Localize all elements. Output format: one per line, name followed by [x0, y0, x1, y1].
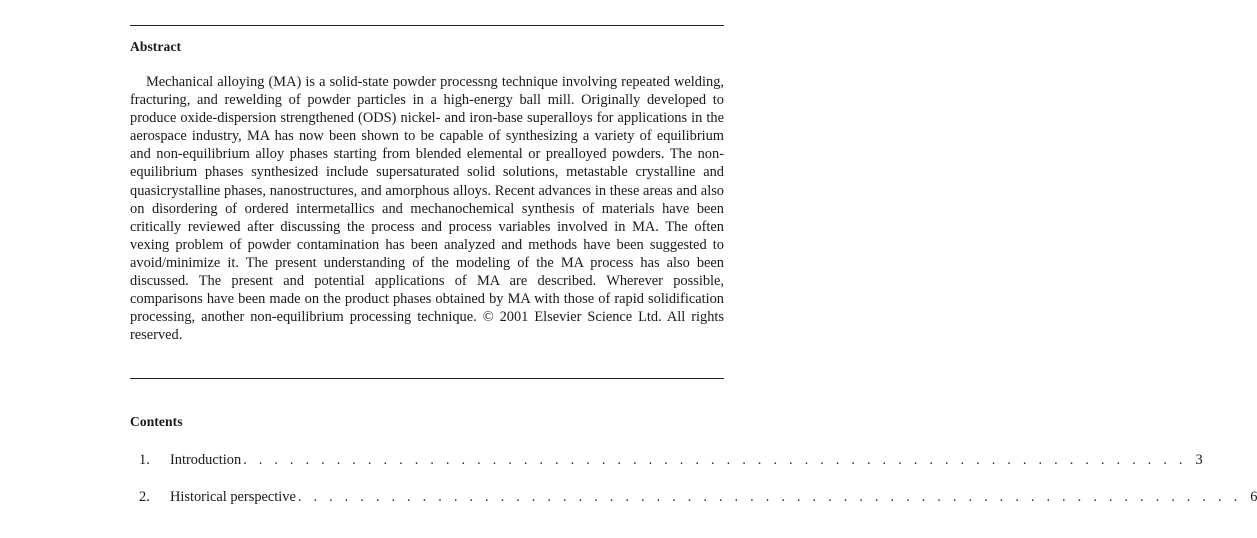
top-rule — [130, 25, 724, 26]
toc-entry-number: 1. — [139, 452, 150, 468]
toc-dot-leader: . . . . . . . . . . . . . . . . . . . . . . . . . . . . . . . . . . . . . . . . . . . . . . . . . . . . . . . . . . . . . — [297, 489, 1242, 505]
bottom-rule — [130, 378, 724, 379]
abstract-heading: Abstract — [130, 39, 182, 54]
toc-entry-page: 6 — [1250, 489, 1257, 505]
toc-entry-introduction[interactable] — [130, 451, 1203, 469]
toc-entry-page: 3 — [1195, 452, 1203, 468]
toc-entry-historical-perspective[interactable] — [130, 488, 1257, 506]
toc-entry-title: Historical perspective — [170, 489, 296, 505]
toc-dot-leader: . . . . . . . . . . . . . . . . . . . . . . . . . . . . . . . . . . . . . . . . . . . . . . . . . . . . . . . . . . . . . — [243, 452, 1187, 468]
toc-entry-title: Introduction — [170, 452, 242, 468]
toc-entry-number: 2. — [139, 489, 150, 505]
abstract-text: Mechanical alloying (MA) is a solid-state powder processng technique involving repeated welding, fracturing, and rewelding of powder particles in a high-energy ball mill. Originally developed to produce oxide-dispersion strengthened (ODS) nickel- and iron-base superalloys for applications in the aerospace industry, MA has now been shown to be capable of synthesizing a variety of equilibrium and non-equilibrium alloy phases starting from blended elemental or prealloyed powders. The non-equilibrium phases synthesized include supersaturated solid solutions, metastable crystalline and quasicrystalline phases, nanostructures, and amorphous alloys. Recent advances in these areas and also on disordering of ordered intermetallics and mechanochemical synthesis of materials have been critically reviewed after discussing the process and process variables involved in MA. The often vexing problem of powder contamination has been analyzed and methods have been suggested to avoid/minimize it. The present understanding of the modeling of the MA process has also been discussed. The present and potential applications of MA are described. Wherever possible, comparisons have been made on the product phases obtained by MA with those of rapid solidification processing, another non-equilibrium processing technique. © 2001 Elsevier Science Ltd. All rights reserved. — [130, 74, 724, 344]
contents-heading: Contents — [130, 414, 183, 429]
